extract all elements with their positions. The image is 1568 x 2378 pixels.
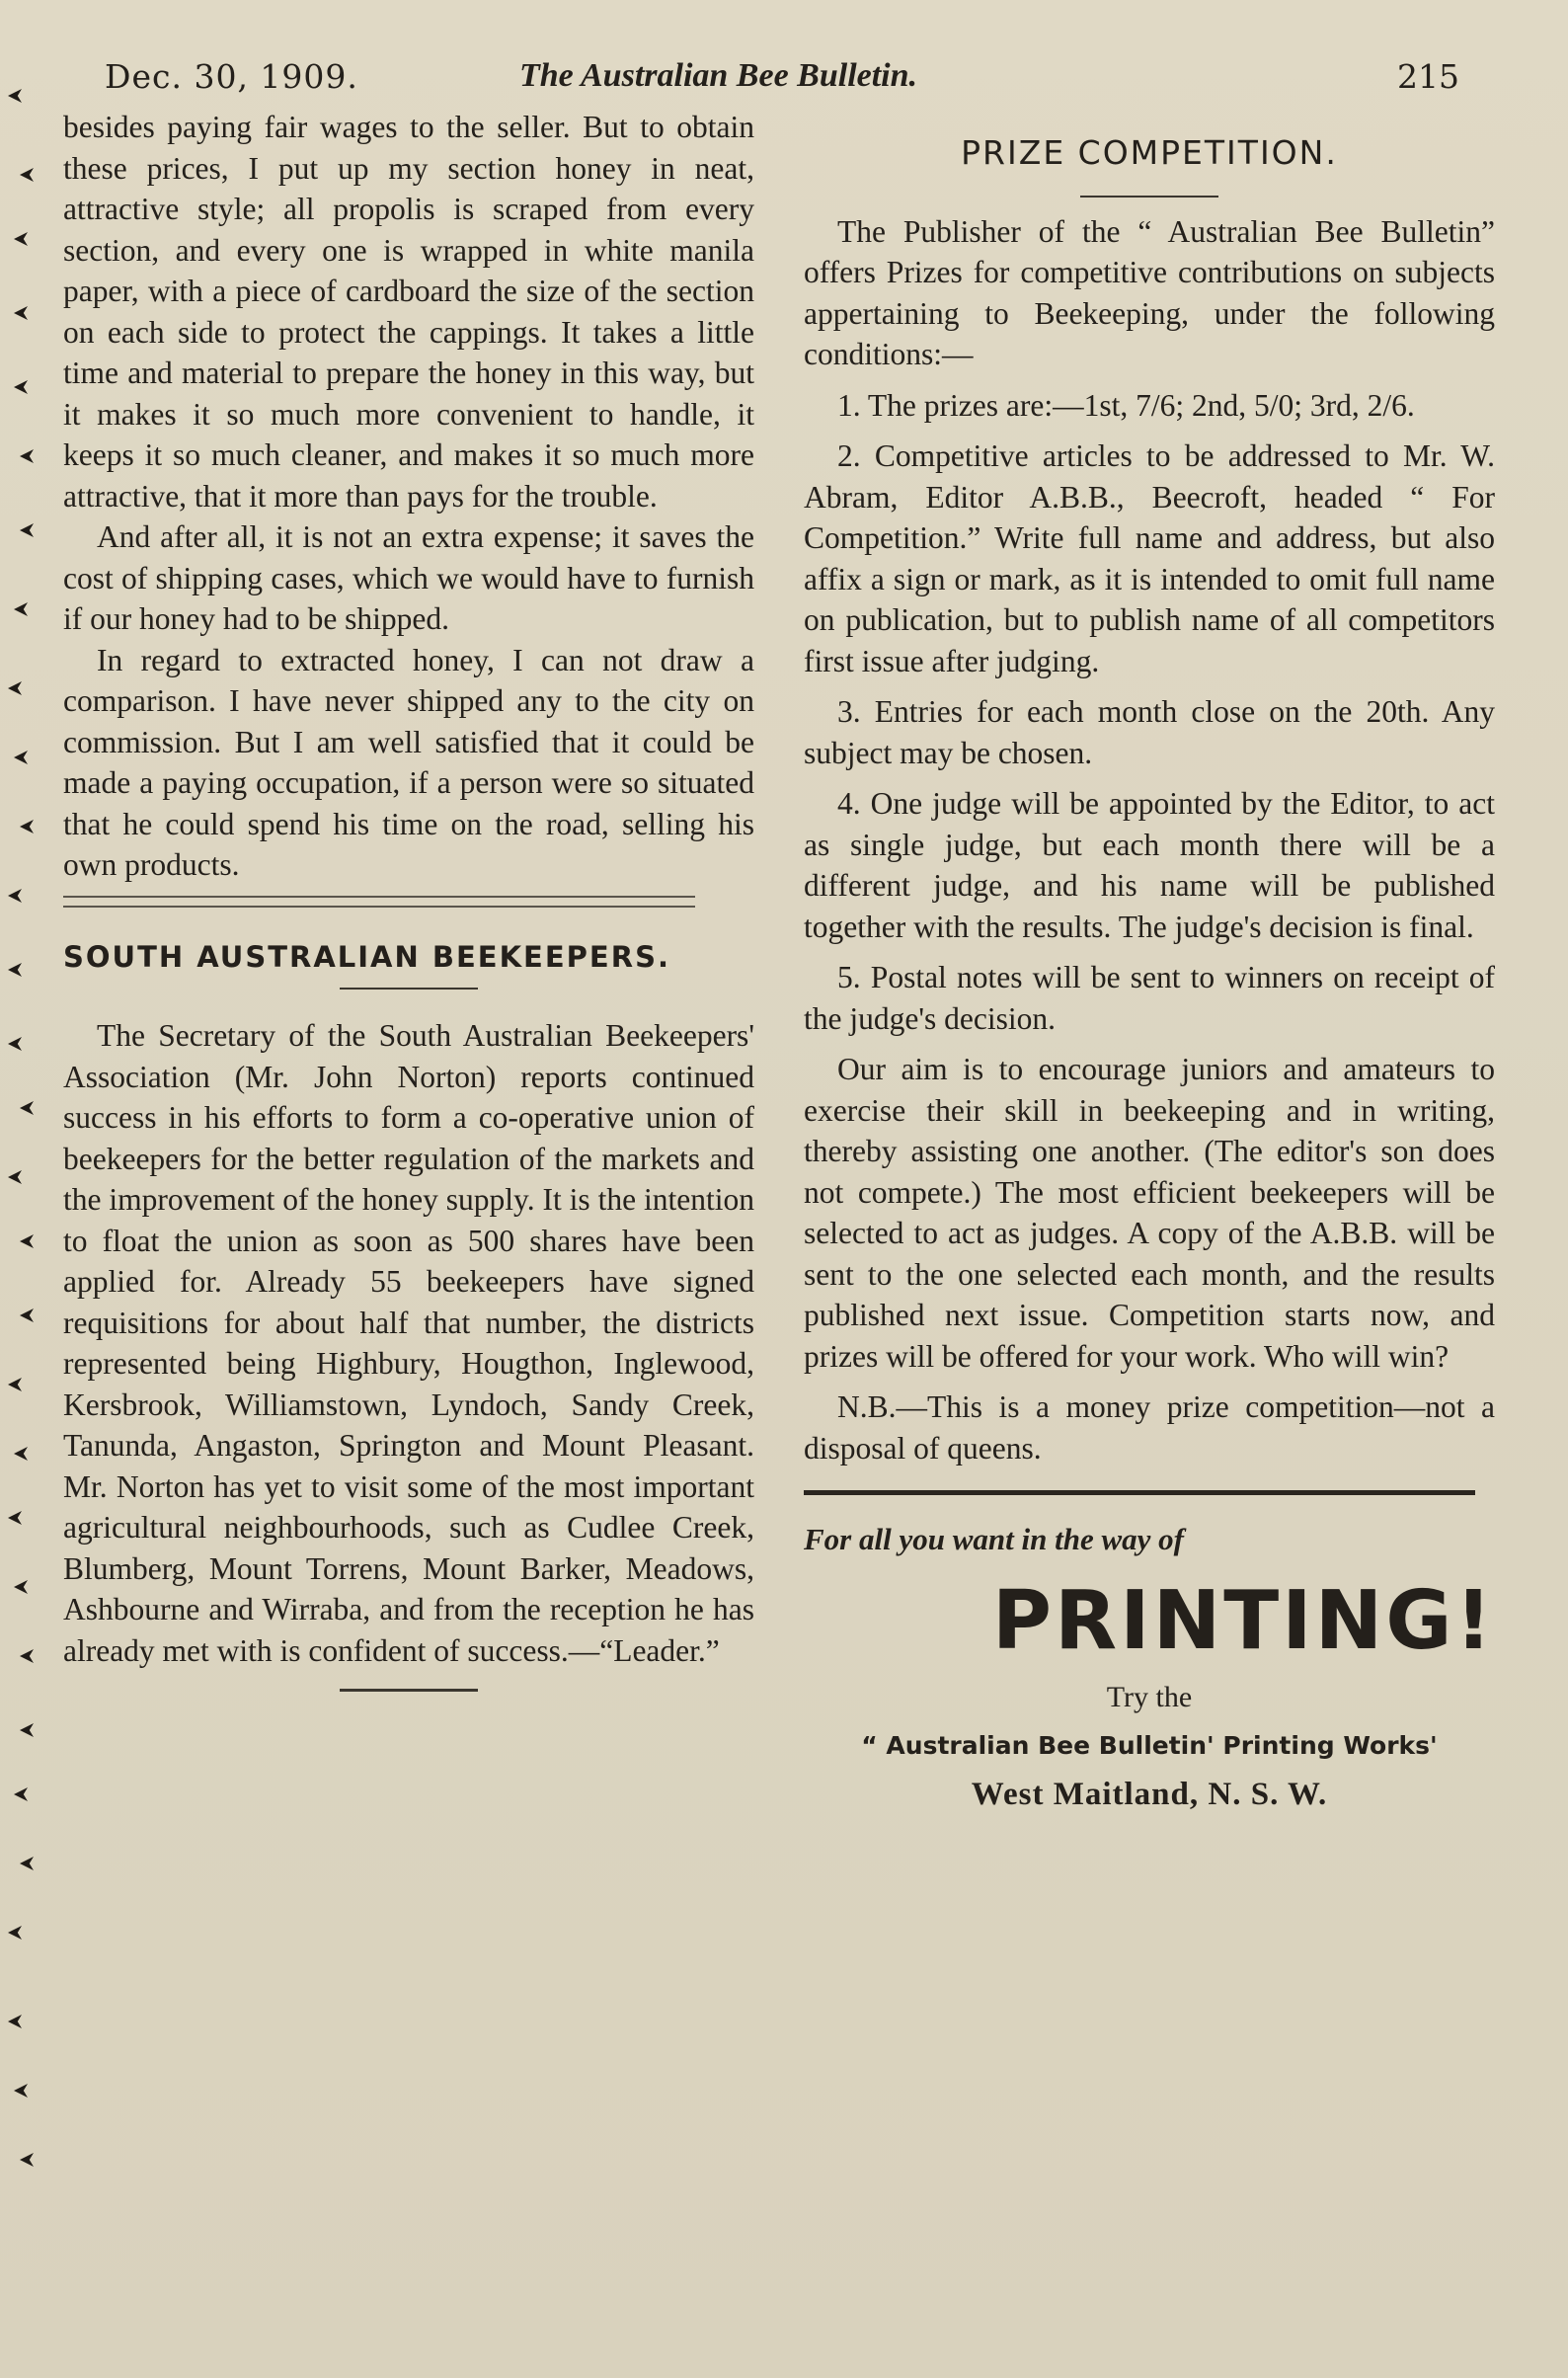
binding-hole-mark xyxy=(8,1511,22,1525)
header-date: Dec. 30, 1909. xyxy=(105,57,358,96)
binding-hole-mark xyxy=(8,1926,22,1940)
binding-hole-mark xyxy=(14,602,28,616)
intro-paragraph: The Publisher of the “ Australian Bee Bulletin” offers Prizes for competitive contributions on subjects appertaining to Beekeeping, under the following conditions:— xyxy=(804,213,1495,371)
binding-hole-mark xyxy=(20,1234,34,1248)
binding-hole-mark xyxy=(20,449,34,463)
binding-hole-mark xyxy=(14,2084,28,2098)
section-divider xyxy=(63,896,695,908)
binding-hole-mark xyxy=(20,1101,34,1115)
advert-divider xyxy=(804,1490,1475,1495)
continued-paragraph: besides paying fair wages to the seller. But to obtain these prices, I put up my section honey in neat, attractive style; all propolis is scraped from every section, and every one is wrapped in white manila paper, with a piece of cardboard the size of the section on each side to protect the cappings. It takes a little time and material to prepare the honey in this way, but it makes it so much more convenient to handle, it keeps it so much cleaner, and makes it so much more attractive, that it more than pays for the trouble. xyxy=(63,110,754,514)
advert-works: “ Australian Bee Bulletin' Printing Works' xyxy=(861,1731,1438,1760)
running-header xyxy=(105,57,1459,101)
binding-hole-mark xyxy=(20,1723,34,1737)
binding-hole-mark xyxy=(8,89,22,103)
binding-hole-mark xyxy=(8,2015,22,2028)
condition-5: 5. Postal notes will be sent to winners on receipt of the judge's decision. xyxy=(804,960,1495,1036)
heading-rule xyxy=(1080,196,1218,198)
binding-hole-mark xyxy=(8,1378,22,1391)
binding-hole-mark xyxy=(14,1787,28,1801)
binding-hole-mark xyxy=(14,1580,28,1594)
binding-hole-mark xyxy=(20,168,34,182)
left-column xyxy=(63,107,754,1692)
binding-hole-mark xyxy=(8,889,22,903)
binding-hole-mark xyxy=(14,232,28,246)
heading-rule xyxy=(340,988,478,990)
advert-tagline: For all you want in the way of xyxy=(804,1522,1184,1556)
header-title: The Australian Bee Bulletin. xyxy=(519,57,918,94)
advert-try: Try the xyxy=(1106,1680,1193,1713)
right-column xyxy=(804,132,1495,1815)
binding-hole-mark xyxy=(8,963,22,977)
binding-hole-mark xyxy=(14,306,28,320)
condition-3: 3. Entries for each month close on the 20th. Any subject may be chosen. xyxy=(804,694,1495,770)
nb-paragraph: N.B.—This is a money prize competition—not a disposal of queens. xyxy=(804,1389,1495,1466)
binding-hole-mark xyxy=(8,1037,22,1051)
binding-hole-mark xyxy=(20,820,34,833)
continued-paragraph: In regard to extracted honey, I can not draw a comparison. I have never shipped any to the city on commission. But I am well satisfied that it could be made a paying occupation, if a person were so situated that he could spend his time on the road, selling his own products. xyxy=(63,642,754,882)
binding-hole-mark xyxy=(20,1308,34,1322)
condition-4: 4. One judge will be appointed by the Editor, to act as single judge, but each month there will be a different judge, and his name will be published together with the results. The judge's decision is final. xyxy=(804,786,1495,944)
binding-hole-mark xyxy=(20,1857,34,1870)
binding-hole-mark xyxy=(14,380,28,394)
condition-1: 1. The prizes are:—1st, 7/6; 2nd, 5/0; 3rd, 2/6. xyxy=(837,387,1415,423)
condition-2: 2. Competitive articles to be addressed to Mr. W. Abram, Editor A.B.B., Beecroft, headed “ For Competition.” Write full name and address, but also affix a sign or mark, as it is intended to omit full name on publication, but to publish name of all competitors first issue after judging. xyxy=(804,438,1495,678)
article-heading: SOUTH AUSTRALIAN BEEKEEPERS. xyxy=(63,939,670,974)
advert-headline: PRINTING! xyxy=(991,1573,1495,1668)
binding-hole-mark xyxy=(14,751,28,764)
page-number: 215 xyxy=(1397,57,1459,96)
article-body: The Secretary of the South Australian Beekeepers' Association (Mr. John Norton) reports continued success in his efforts to form a co-operative union of beekeepers for the better regulation of the markets and the improvement of the honey supply. It is the intention to float the union as soon as 500 shares have been applied for. Already 55 beekeepers have signed requisitions for about half that number, the districts represented being Highbury, Hougthon, Inglewood, Kersbrook, Williamstown, Lyndoch, Sandy Creek, Tanunda, Angaston, Springton and Mount Pleasant. Mr. Norton has yet to visit some of the most important agricultural neighbourhoods, such as Cudlee Creek, Blumberg, Mount Torrens, Mount Barker, Meadows, Ashbourne and Wirraba, and from the reception he has already met with is confident of success.—“Leader.” xyxy=(63,1018,754,1668)
advert-place: West Maitland, N. S. W. xyxy=(971,1776,1328,1812)
printing-advert xyxy=(804,1519,1495,1815)
binding-hole-mark xyxy=(20,523,34,537)
continued-paragraph: And after all, it is not an extra expense; it saves the cost of shipping cases, which we would have to furnish if our honey had to be shipped. xyxy=(63,519,754,636)
binding-hole-mark xyxy=(20,1649,34,1663)
binding-hole-mark xyxy=(14,1447,28,1461)
article-heading: PRIZE COMPETITION. xyxy=(961,133,1338,172)
binding-hole-mark xyxy=(8,1170,22,1184)
binding-hole-mark xyxy=(20,2153,34,2167)
end-rule xyxy=(340,1689,478,1692)
binding-margin xyxy=(0,0,49,2378)
aim-paragraph: Our aim is to encourage juniors and amateurs to exercise their skill in beekeeping and in writing, thereby assisting one another. (The editor's son does not compete.) The most efficient beekeepers will be selected to act as judges. A copy of the A.B.B. will be sent to the one selected each month, and the results published next issue. Competition starts now, and prizes will be offered for your work. Who will win? xyxy=(804,1052,1495,1374)
binding-hole-mark xyxy=(8,681,22,695)
